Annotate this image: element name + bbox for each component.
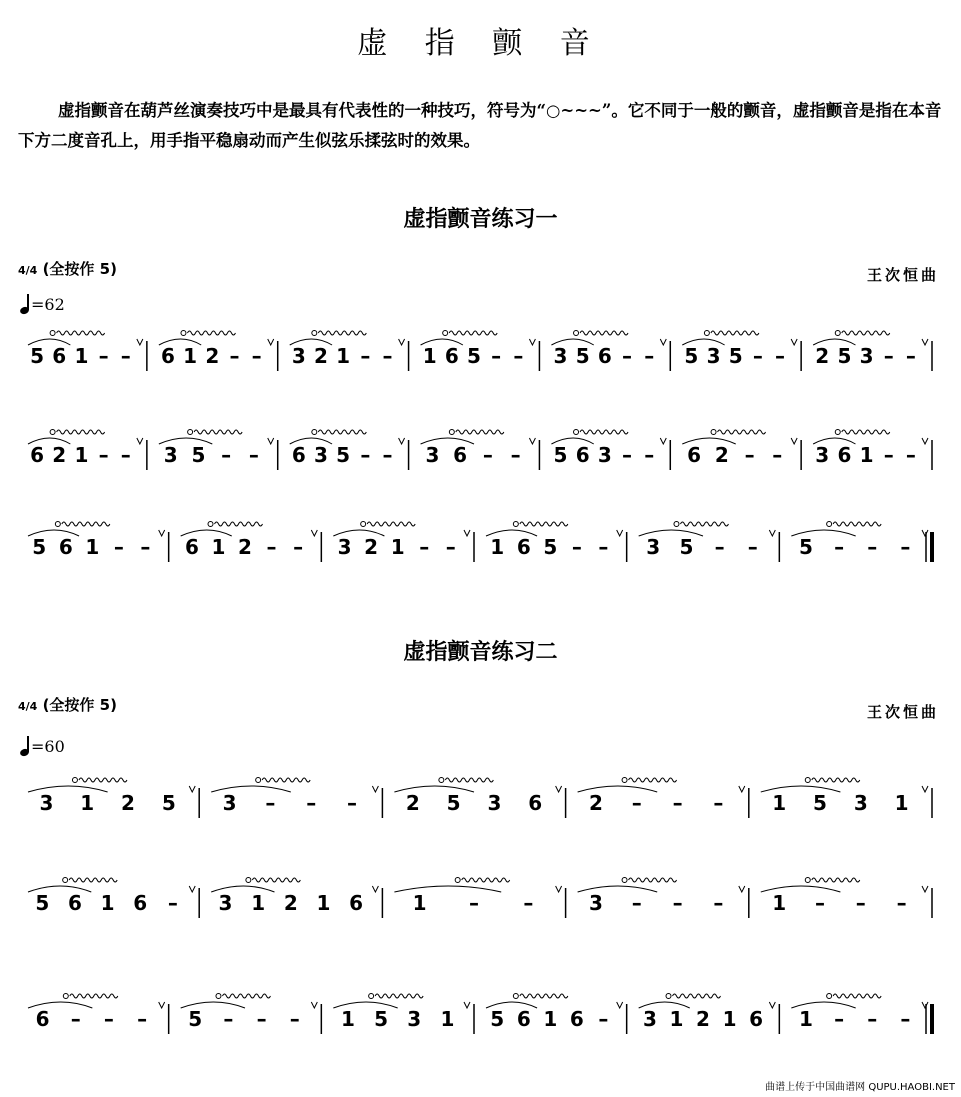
note: 6 [837, 443, 852, 467]
vibrato-symbol [622, 878, 677, 883]
vibrato-symbol [55, 522, 109, 527]
dash: – [510, 443, 521, 467]
slur [394, 886, 501, 892]
note: 3 [425, 443, 440, 467]
note: 5 [374, 1007, 389, 1031]
note: 1 [412, 891, 427, 915]
dash: – [672, 791, 683, 815]
note: 6 [133, 891, 148, 915]
note: 5 [728, 344, 743, 368]
dash: – [714, 535, 725, 559]
note: 2 [405, 791, 420, 815]
dash: – [445, 535, 456, 559]
note: 6 [349, 891, 364, 915]
breath-mark [922, 1002, 928, 1008]
dash: – [834, 535, 845, 559]
dash: – [598, 1007, 609, 1031]
vibrato-symbol [63, 878, 118, 883]
note: 5 [191, 443, 206, 467]
note: 1 [722, 1007, 737, 1031]
breath-mark [189, 886, 195, 892]
dash: – [631, 891, 642, 915]
note: 5 [490, 1007, 505, 1031]
note: 3 [487, 791, 502, 815]
dash: – [70, 1007, 81, 1031]
dash: – [644, 344, 655, 368]
dash: – [622, 344, 633, 368]
note: 5 [446, 791, 461, 815]
dash: – [120, 443, 131, 467]
note: 3 [222, 791, 237, 815]
dash: – [713, 891, 724, 915]
dash: – [167, 891, 178, 915]
vibrato-symbol [704, 331, 759, 336]
note: 6 [52, 344, 67, 368]
note: 2 [283, 891, 298, 915]
exercise2-line-2 [28, 878, 932, 919]
note: 6 [35, 1007, 50, 1031]
dash: – [775, 344, 786, 368]
note: 1 [85, 535, 100, 559]
breath-mark [399, 438, 405, 444]
dash: – [469, 891, 479, 915]
dash: – [598, 535, 609, 559]
note: 1 [440, 1007, 455, 1031]
vibrato-symbol [216, 994, 271, 999]
vibrato-symbol [181, 331, 236, 336]
tempo-value: =60 [31, 736, 65, 756]
dash: – [513, 344, 524, 368]
vibrato-symbol [513, 522, 568, 527]
vibrato-symbol [574, 430, 629, 435]
note: 5 [798, 535, 813, 559]
note: 6 [30, 443, 45, 467]
breath-mark [137, 339, 143, 345]
time-signature: 4/4 [18, 700, 38, 713]
breath-mark [660, 438, 666, 444]
dash: – [900, 1007, 911, 1031]
vibrato-symbol [622, 778, 677, 783]
dash: – [905, 443, 916, 467]
breath-mark [268, 339, 274, 345]
note: 3 [218, 891, 233, 915]
note: 6 [184, 535, 199, 559]
vibrato-symbol [711, 430, 766, 435]
fingering-note: (全按作 5) [42, 260, 117, 278]
breath-mark [529, 438, 535, 444]
exercise2-line-3 [28, 994, 932, 1035]
note: 1 [183, 344, 198, 368]
breath-mark [739, 786, 745, 792]
vibrato-symbol [827, 994, 882, 999]
note: 3 [163, 443, 178, 467]
breath-mark [189, 786, 195, 792]
note: 1 [490, 535, 505, 559]
note: 3 [291, 344, 306, 368]
dash: – [98, 344, 109, 368]
note: 5 [837, 344, 852, 368]
vibrato-symbol [312, 430, 367, 435]
dash: – [223, 1007, 234, 1031]
breath-mark [769, 1002, 775, 1008]
note: 1 [422, 344, 437, 368]
dash: – [672, 891, 683, 915]
breath-mark [922, 438, 928, 444]
note: 5 [30, 344, 45, 368]
breath-mark [464, 530, 470, 536]
note: 3 [642, 1007, 657, 1031]
note: 6 [528, 791, 543, 815]
note: 6 [516, 535, 531, 559]
note: 1 [80, 791, 95, 815]
dash: – [306, 791, 317, 815]
note: 6 [58, 535, 73, 559]
dash: – [815, 891, 825, 915]
note: 3 [706, 344, 721, 368]
note: 1 [74, 443, 89, 467]
dash: – [747, 535, 758, 559]
breath-mark [268, 438, 274, 444]
vibrato-symbol [50, 430, 105, 435]
note: 1 [336, 344, 351, 368]
vibrato-symbol [455, 878, 510, 883]
breath-mark [922, 339, 928, 345]
note: 5 [32, 535, 47, 559]
vibrato-symbol [312, 331, 367, 336]
dash: – [631, 791, 642, 815]
note: 3 [597, 443, 612, 467]
note: 2 [364, 535, 379, 559]
breath-mark [159, 530, 165, 536]
note: 1 [894, 791, 909, 815]
note: 1 [772, 791, 787, 815]
note: 1 [251, 891, 266, 915]
note: 5 [679, 535, 694, 559]
page-title: 虚 指 颤 音 [357, 26, 604, 61]
note: 2 [52, 443, 67, 467]
dash: – [265, 791, 276, 815]
dash: – [137, 1007, 148, 1031]
dash: – [622, 443, 633, 467]
note: 3 [553, 344, 568, 368]
note: 6 [67, 891, 82, 915]
dash: – [140, 535, 151, 559]
vibrato-symbol [574, 331, 629, 336]
breath-mark [791, 438, 797, 444]
vibrato-symbol [513, 994, 568, 999]
breath-mark [660, 339, 666, 345]
note: 5 [543, 535, 558, 559]
dash: – [523, 891, 534, 915]
note: 3 [646, 535, 661, 559]
breath-mark [739, 886, 745, 892]
note: 6 [160, 344, 175, 368]
note: 1 [390, 535, 405, 559]
note: 3 [407, 1007, 422, 1031]
breath-mark [769, 530, 775, 536]
vibrato-symbol [805, 778, 860, 783]
watermark: 曲谱上传于中国曲谱网 QUPU.HAOBI.NET [765, 1082, 955, 1093]
dash: – [752, 344, 763, 368]
vibrato-symbol [63, 994, 118, 999]
note: 6 [749, 1007, 764, 1031]
note: 1 [669, 1007, 684, 1031]
dash: – [251, 344, 262, 368]
note: 6 [291, 443, 306, 467]
note: 5 [684, 344, 699, 368]
note: 3 [314, 443, 328, 467]
note: 5 [336, 443, 351, 467]
dash: – [744, 443, 755, 467]
vibrato-symbol [50, 331, 105, 336]
dash: – [491, 344, 502, 368]
dash: – [347, 791, 357, 815]
vibrato-symbol [443, 331, 498, 336]
exercise1-heading: 虚指颤音练习一 [403, 207, 558, 232]
exercise1-line-3 [28, 522, 932, 563]
breath-mark [791, 339, 797, 345]
fingering-note: (全按作 5) [42, 696, 117, 714]
note: 2 [238, 535, 252, 559]
dash: – [289, 1007, 300, 1031]
dash: – [248, 443, 259, 467]
breath-mark [372, 886, 378, 892]
dash: – [713, 791, 724, 815]
vibrato-symbol [827, 522, 882, 527]
dash: – [867, 535, 878, 559]
note: 2 [121, 791, 135, 815]
note: 1 [316, 891, 331, 915]
note: 3 [859, 344, 874, 368]
exercise1-composer: 王次恒曲 [866, 266, 939, 284]
dash: – [98, 443, 109, 467]
dash: – [360, 344, 371, 368]
dash: – [896, 891, 907, 915]
dash: – [360, 443, 371, 467]
breath-mark [617, 1002, 623, 1008]
note: 3 [337, 535, 352, 559]
breath-mark [922, 530, 928, 536]
vibrato-symbol [208, 522, 262, 527]
dash: – [419, 535, 430, 559]
note: 2 [314, 344, 328, 368]
note: 5 [188, 1007, 203, 1031]
dash: – [113, 535, 124, 559]
breath-mark [159, 1002, 165, 1008]
time-signature: 4/4 [18, 264, 38, 277]
dash: – [883, 443, 894, 467]
note: 1 [543, 1007, 558, 1031]
dash: – [883, 344, 894, 368]
note: 6 [597, 344, 612, 368]
note: 5 [553, 443, 568, 467]
breath-mark [922, 786, 928, 792]
breath-mark [372, 786, 378, 792]
exercise1-line-2 [28, 430, 932, 471]
breath-mark [529, 339, 535, 345]
note: 2 [815, 344, 830, 368]
note: 3 [853, 791, 868, 815]
vibrato-symbol [805, 878, 860, 883]
vibrato-symbol [361, 522, 416, 527]
vibrato-symbol [674, 522, 729, 527]
vibrato-symbol [439, 778, 494, 783]
note: 2 [714, 443, 729, 467]
note: 3 [815, 443, 830, 467]
dash: – [571, 535, 582, 559]
note: 6 [575, 443, 590, 467]
dash: – [382, 344, 393, 368]
breath-mark [556, 786, 562, 792]
note: 5 [161, 791, 176, 815]
dash: – [229, 344, 240, 368]
dash: – [120, 344, 131, 368]
breath-mark [922, 886, 928, 892]
note: 1 [859, 443, 874, 467]
dash: – [256, 1007, 267, 1031]
dash: – [905, 344, 916, 368]
vibrato-symbol [666, 994, 721, 999]
note: 3 [39, 791, 54, 815]
dash: – [382, 443, 393, 467]
breath-mark [311, 1002, 317, 1008]
vibrato-symbol [449, 430, 504, 435]
note: 2 [696, 1007, 710, 1031]
note: 5 [467, 344, 481, 368]
dash: – [855, 891, 866, 915]
dash: – [266, 535, 277, 559]
vibrato-symbol [256, 778, 311, 783]
dash: – [103, 1007, 114, 1031]
vibrato-symbol [369, 994, 424, 999]
intro-paragraph: 虚指颤音在葫芦丝演奏技巧中是最具有代表性的一种技巧，符号为“○~~~”。它不同于一般的颤音，虚指颤音是指在本音下方二度音孔上，用手指平稳扇动而产生似弦乐揉弦时的效果。 [18, 101, 942, 150]
note: 5 [35, 891, 50, 915]
vibrato-symbol [835, 430, 890, 435]
breath-mark [617, 530, 623, 536]
note: 3 [589, 891, 603, 915]
note: 1 [211, 535, 226, 559]
note: 1 [340, 1007, 355, 1031]
breath-mark [464, 1002, 470, 1008]
dash: – [834, 1007, 845, 1031]
dash: – [900, 535, 911, 559]
note: 1 [772, 891, 787, 915]
dash: – [293, 535, 304, 559]
dash: – [482, 443, 493, 467]
note: 6 [569, 1007, 584, 1031]
dash: – [221, 443, 232, 467]
note: 6 [444, 344, 459, 368]
note: 5 [813, 791, 827, 815]
dash: – [644, 443, 655, 467]
note: 1 [74, 344, 89, 368]
note: 1 [100, 891, 115, 915]
exercise1-line-1 [28, 331, 932, 372]
note: 1 [798, 1007, 813, 1031]
exercise2-heading: 虚指颤音练习二 [403, 640, 558, 665]
vibrato-symbol [188, 430, 243, 435]
dash: – [867, 1007, 878, 1031]
vibrato-symbol [246, 878, 300, 883]
breath-mark [556, 886, 562, 892]
vibrato-symbol [835, 331, 890, 336]
note: 2 [205, 344, 220, 368]
note: 2 [589, 791, 603, 815]
tempo-value: =62 [31, 294, 65, 314]
breath-mark [311, 530, 317, 536]
exercise2-line-1 [28, 778, 932, 819]
breath-mark [399, 339, 405, 345]
note: 6 [516, 1007, 531, 1031]
breath-mark [137, 438, 143, 444]
note: 5 [575, 344, 590, 368]
note: 6 [687, 443, 702, 467]
dash: – [772, 443, 783, 467]
vibrato-symbol [72, 778, 127, 783]
exercise2-composer: 王次恒曲 [866, 703, 939, 721]
note: 6 [453, 443, 468, 467]
